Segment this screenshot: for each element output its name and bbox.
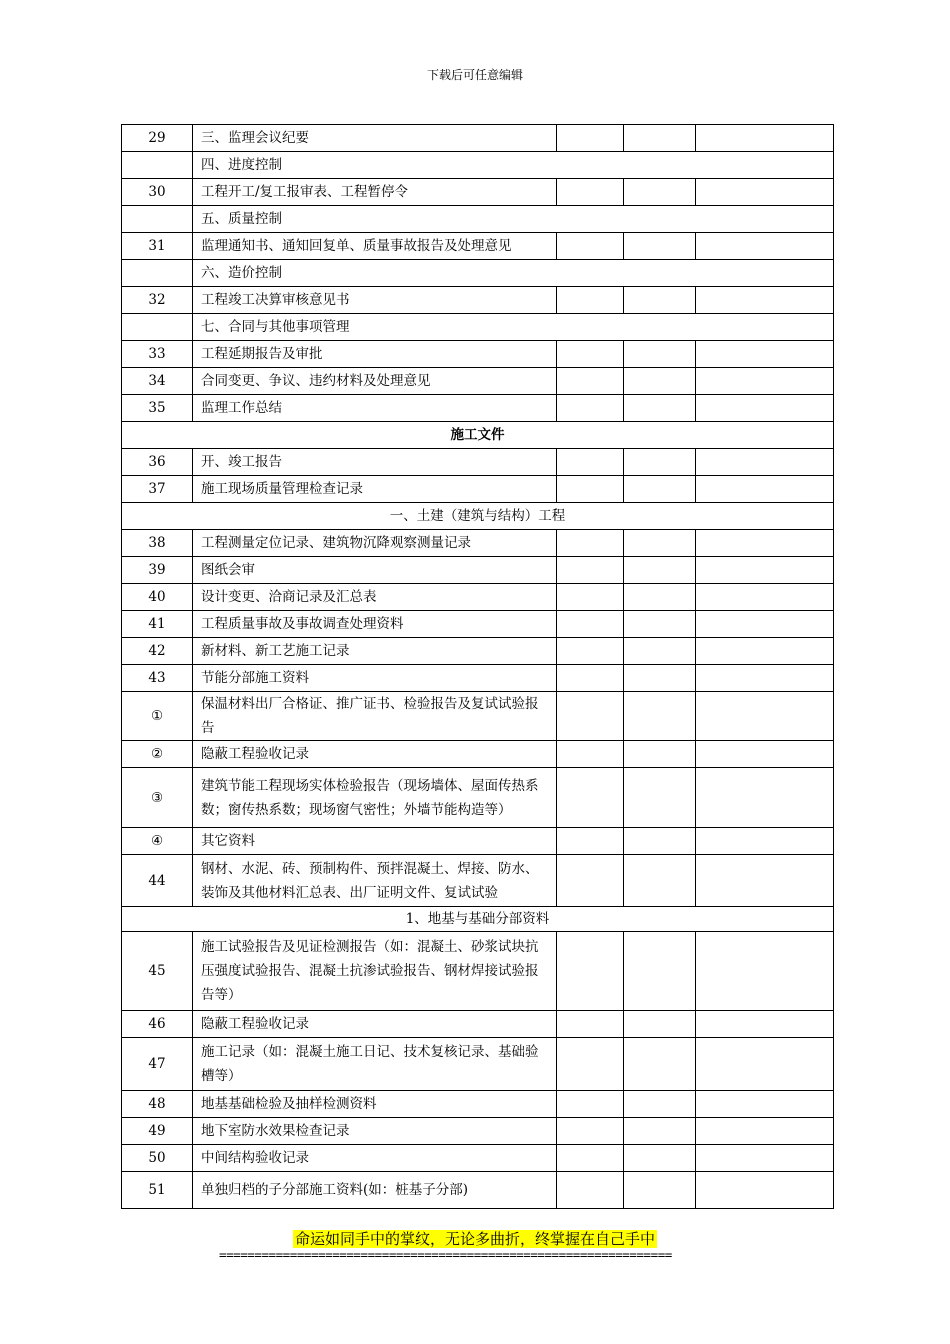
blank-cell — [557, 584, 624, 611]
blank-cell — [696, 341, 834, 368]
row-title: 其它资料 — [193, 828, 557, 855]
blank-cell — [624, 395, 696, 422]
blank-cell — [624, 1118, 696, 1145]
row-title: 施工记录（如：混凝土施工日记、技术复核记录、基础验槽等） — [193, 1038, 557, 1091]
blank-cell — [557, 855, 624, 907]
table-row — [122, 692, 834, 741]
blank-cell — [624, 179, 696, 206]
row-number: 33 — [122, 341, 193, 368]
row-number: 31 — [122, 233, 193, 260]
row-title: 监理工作总结 — [193, 395, 557, 422]
row-number-empty — [122, 206, 193, 233]
blank-cell — [696, 1145, 834, 1172]
row-title: 施工试验报告及见证检测报告（如：混凝土、砂浆试块抗压强度试验报告、混凝土抗渗试验报告、钢材焊接试验报告等） — [193, 932, 557, 1011]
table-row — [122, 638, 834, 665]
section-row — [122, 314, 834, 341]
row-title: 合同变更、争议、违约材料及处理意见 — [193, 368, 557, 395]
row-number: ② — [122, 741, 193, 768]
blank-cell — [624, 233, 696, 260]
table-row — [122, 449, 834, 476]
section-heading: 一、土建（建筑与结构）工程 — [122, 503, 834, 530]
section-row — [122, 206, 834, 233]
blank-cell — [624, 449, 696, 476]
blank-cell — [557, 638, 624, 665]
blank-cell — [624, 368, 696, 395]
blank-cell — [557, 179, 624, 206]
blank-cell — [624, 768, 696, 828]
subsection-heading: 七、合同与其他事项管理 — [193, 314, 834, 341]
row-number: 48 — [122, 1091, 193, 1118]
row-number: 44 — [122, 855, 193, 907]
blank-cell — [624, 584, 696, 611]
footer-quote-text: 命运如同手中的掌纹，无论多曲折，终掌握在自己手中 — [294, 1230, 655, 1248]
blank-cell — [624, 1011, 696, 1038]
row-title: 地下室防水效果检查记录 — [193, 1118, 557, 1145]
section-row — [122, 503, 834, 530]
section-heading: 1、地基与基础分部资料 — [122, 907, 834, 932]
section-row — [122, 152, 834, 179]
blank-cell — [696, 1038, 834, 1091]
blank-cell — [557, 1145, 624, 1172]
row-number: 39 — [122, 557, 193, 584]
row-number: ③ — [122, 768, 193, 828]
row-title: 施工现场质量管理检查记录 — [193, 476, 557, 503]
blank-cell — [557, 1091, 624, 1118]
blank-cell — [696, 476, 834, 503]
blank-cell — [696, 638, 834, 665]
row-number: 50 — [122, 1145, 193, 1172]
row-number-empty — [122, 314, 193, 341]
blank-cell — [696, 368, 834, 395]
blank-cell — [624, 476, 696, 503]
blank-cell — [696, 741, 834, 768]
blank-cell — [696, 855, 834, 907]
blank-cell — [624, 341, 696, 368]
blank-cell — [557, 1011, 624, 1038]
blank-cell — [696, 665, 834, 692]
table-row — [122, 557, 834, 584]
table-row — [122, 1038, 834, 1091]
row-title: 单独归档的子分部施工资料(如：桩基子分部) — [193, 1172, 557, 1209]
blank-cell — [696, 125, 834, 152]
section-row — [122, 260, 834, 287]
table-row — [122, 584, 834, 611]
table-row — [122, 179, 834, 206]
row-title: 节能分部施工资料 — [193, 665, 557, 692]
blank-cell — [696, 395, 834, 422]
table-row — [122, 1118, 834, 1145]
row-number: 47 — [122, 1038, 193, 1091]
blank-cell — [557, 1038, 624, 1091]
blank-cell — [696, 1091, 834, 1118]
blank-cell — [696, 828, 834, 855]
blank-cell — [696, 287, 834, 314]
row-title: 工程测量定位记录、建筑物沉降观察测量记录 — [193, 530, 557, 557]
blank-cell — [696, 768, 834, 828]
row-number: 36 — [122, 449, 193, 476]
row-title: 工程竣工决算审核意见书 — [193, 287, 557, 314]
blank-cell — [557, 341, 624, 368]
blank-cell — [557, 828, 624, 855]
row-title: 新材料、新工艺施工记录 — [193, 638, 557, 665]
blank-cell — [557, 368, 624, 395]
table-row — [122, 395, 834, 422]
section-heading: 施工文件 — [122, 422, 834, 449]
archive-table — [121, 124, 834, 1209]
section-row — [122, 422, 834, 449]
subsection-heading: 六、造价控制 — [193, 260, 834, 287]
row-number: 32 — [122, 287, 193, 314]
section-row — [122, 907, 834, 932]
blank-cell — [696, 179, 834, 206]
row-number: 41 — [122, 611, 193, 638]
blank-cell — [624, 1091, 696, 1118]
blank-cell — [696, 1172, 834, 1209]
blank-cell — [624, 1145, 696, 1172]
row-number: 35 — [122, 395, 193, 422]
blank-cell — [624, 638, 696, 665]
table-row — [122, 125, 834, 152]
blank-cell — [696, 692, 834, 741]
archive-table-body — [122, 125, 834, 1209]
blank-cell — [557, 233, 624, 260]
blank-cell — [696, 584, 834, 611]
blank-cell — [624, 287, 696, 314]
row-number: 34 — [122, 368, 193, 395]
row-title: 三、监理会议纪要 — [193, 125, 557, 152]
blank-cell — [696, 233, 834, 260]
row-number: ① — [122, 692, 193, 741]
row-number: 29 — [122, 125, 193, 152]
row-title: 图纸会审 — [193, 557, 557, 584]
blank-cell — [624, 1172, 696, 1209]
row-number: ④ — [122, 828, 193, 855]
row-number: 30 — [122, 179, 193, 206]
blank-cell — [696, 1118, 834, 1145]
row-number: 38 — [122, 530, 193, 557]
table-row — [122, 611, 834, 638]
blank-cell — [557, 1172, 624, 1209]
blank-cell — [557, 611, 624, 638]
table-row — [122, 368, 834, 395]
blank-cell — [624, 530, 696, 557]
table-row — [122, 741, 834, 768]
footer-rule: ================================================================ — [219, 1247, 672, 1262]
row-title: 保温材料出厂合格证、推广证书、检验报告及复试试验报告 — [193, 692, 557, 741]
table-row — [122, 341, 834, 368]
row-number: 49 — [122, 1118, 193, 1145]
row-number: 45 — [122, 932, 193, 1011]
blank-cell — [557, 125, 624, 152]
row-title: 开、竣工报告 — [193, 449, 557, 476]
blank-cell — [624, 932, 696, 1011]
blank-cell — [557, 476, 624, 503]
blank-cell — [624, 125, 696, 152]
blank-cell — [557, 1118, 624, 1145]
row-title: 地基基础检验及抽样检测资料 — [193, 1091, 557, 1118]
table-row — [122, 530, 834, 557]
blank-cell — [696, 1011, 834, 1038]
table-row — [122, 476, 834, 503]
row-title: 工程开工/复工报审表、工程暂停令 — [193, 179, 557, 206]
blank-cell — [696, 557, 834, 584]
table-row — [122, 1145, 834, 1172]
blank-cell — [624, 611, 696, 638]
blank-cell — [624, 665, 696, 692]
blank-cell — [557, 665, 624, 692]
blank-cell — [696, 449, 834, 476]
table-row — [122, 665, 834, 692]
row-title: 工程延期报告及审批 — [193, 341, 557, 368]
row-title: 中间结构验收记录 — [193, 1145, 557, 1172]
row-title: 隐蔽工程验收记录 — [193, 1011, 557, 1038]
row-title: 钢材、水泥、砖、预制构件、预拌混凝土、焊接、防水、装饰及其他材料汇总表、出厂证明文件、复试试验 — [193, 855, 557, 907]
row-title: 监理通知书、通知回复单、质量事故报告及处理意见 — [193, 233, 557, 260]
blank-cell — [557, 932, 624, 1011]
blank-cell — [557, 395, 624, 422]
table-row — [122, 1172, 834, 1209]
blank-cell — [624, 828, 696, 855]
blank-cell — [696, 611, 834, 638]
table-row — [122, 287, 834, 314]
row-number: 42 — [122, 638, 193, 665]
row-number: 46 — [122, 1011, 193, 1038]
table-row — [122, 233, 834, 260]
row-number: 40 — [122, 584, 193, 611]
table-row — [122, 1011, 834, 1038]
row-number: 37 — [122, 476, 193, 503]
row-number: 43 — [122, 665, 193, 692]
footer-quote — [0, 1228, 950, 1249]
table-row — [122, 828, 834, 855]
blank-cell — [557, 530, 624, 557]
row-title: 工程质量事故及事故调查处理资料 — [193, 611, 557, 638]
blank-cell — [557, 449, 624, 476]
blank-cell — [624, 1038, 696, 1091]
row-number-empty — [122, 260, 193, 287]
header-note: 下载后可任意编辑 — [426, 68, 523, 82]
blank-cell — [557, 768, 624, 828]
table-row — [122, 1091, 834, 1118]
row-title: 设计变更、洽商记录及汇总表 — [193, 584, 557, 611]
row-number-empty — [122, 152, 193, 179]
row-title: 建筑节能工程现场实体检验报告（现场墙体、屋面传热系数；窗传热系数；现场窗气密性；外墙节能构造等） — [193, 768, 557, 828]
table-row — [122, 768, 834, 828]
blank-cell — [557, 557, 624, 584]
row-number: 51 — [122, 1172, 193, 1209]
blank-cell — [624, 557, 696, 584]
blank-cell — [696, 530, 834, 557]
blank-cell — [557, 692, 624, 741]
blank-cell — [624, 855, 696, 907]
blank-cell — [557, 741, 624, 768]
table-row — [122, 932, 834, 1011]
row-title: 隐蔽工程验收记录 — [193, 741, 557, 768]
blank-cell — [557, 287, 624, 314]
blank-cell — [624, 692, 696, 741]
subsection-heading: 四、进度控制 — [193, 152, 834, 179]
table-row — [122, 855, 834, 907]
subsection-heading: 五、质量控制 — [193, 206, 834, 233]
blank-cell — [624, 741, 696, 768]
blank-cell — [696, 932, 834, 1011]
